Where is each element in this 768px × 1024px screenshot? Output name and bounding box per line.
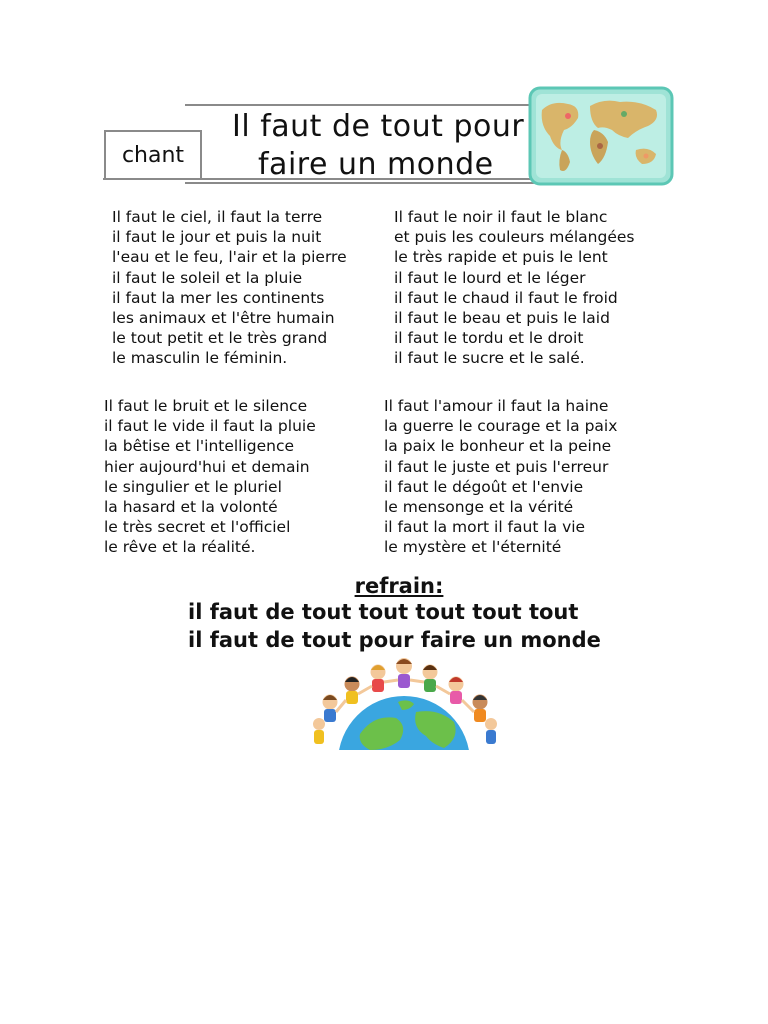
chant-label: chant bbox=[121, 142, 185, 168]
lyric-line: la bêtise et l'intelligence bbox=[104, 437, 295, 456]
lyric-line: il faut le sucre et le salé. bbox=[394, 349, 585, 368]
lyric-line: Il faut l'amour il faut la haine bbox=[384, 397, 609, 415]
lyric-line: les animaux et l'être humain bbox=[112, 308, 335, 327]
lyric-line: le très rapide et puis le lent bbox=[394, 248, 608, 267]
lyric-line: et puis les couleurs mélangées bbox=[394, 228, 635, 247]
lyric-line: il faut le jour et puis la nuit bbox=[112, 228, 322, 247]
lyric-line: il faut la mort il faut la vie bbox=[384, 518, 586, 537]
lyric-line: le rêve et la réalité. bbox=[104, 538, 256, 557]
world-map-icon bbox=[528, 86, 674, 186]
song-title-line-2: faire un monde bbox=[258, 147, 494, 182]
chant-label-box bbox=[104, 130, 202, 180]
stanza-3 bbox=[104, 396, 316, 558]
refrain-line-2: il faut de tout pour faire un monde bbox=[188, 628, 601, 652]
lyric-line: l'eau et le feu, l'air et la pierre bbox=[112, 248, 347, 267]
lyric-line: il faut le beau et puis le laid bbox=[394, 308, 610, 327]
lyric-line: il faut le vide il faut la pluie bbox=[104, 417, 316, 436]
lyric-line: il faut le lourd et le léger bbox=[394, 268, 586, 287]
lyric-line: il faut le chaud il faut le froid bbox=[394, 288, 618, 307]
lyric-line: il faut le tordu et le droit bbox=[394, 329, 584, 348]
refrain-line-1: il faut de tout tout tout tout tout bbox=[188, 600, 579, 624]
lyric-line: Il faut le ciel, il faut la terre bbox=[112, 208, 323, 226]
stanza-1 bbox=[112, 207, 347, 369]
stanza-2 bbox=[394, 207, 634, 369]
lyric-line: le masculin le féminin. bbox=[112, 349, 288, 368]
lyric-line: la guerre le courage et la paix bbox=[384, 417, 618, 436]
lyric-line: il faut le soleil et la pluie bbox=[112, 268, 303, 287]
lyric-line: le mystère et l'éternité bbox=[384, 538, 562, 557]
lyric-line: il faut la mer les continents bbox=[112, 288, 325, 307]
refrain-label: refrain: bbox=[354, 574, 444, 598]
lyric-line: Il faut le bruit et le silence bbox=[104, 397, 308, 415]
stanza-4 bbox=[384, 396, 617, 558]
lyric-line: la paix le bonheur et la peine bbox=[384, 437, 612, 456]
children-globe-icon bbox=[304, 652, 504, 750]
lyric-line: hier aujourd'hui et demain bbox=[104, 457, 310, 476]
lyric-line: Il faut le noir il faut le blanc bbox=[394, 208, 608, 226]
song-title-line-1: Il faut de tout pour bbox=[232, 109, 525, 144]
lyric-line: il faut le dégoût et l'envie bbox=[384, 477, 584, 496]
lyric-line: le très secret et l'officiel bbox=[104, 518, 291, 537]
song-title bbox=[232, 108, 532, 184]
lyric-line: il faut le juste et puis l'erreur bbox=[384, 457, 609, 476]
lyric-line: le mensonge et la vérité bbox=[384, 497, 574, 516]
lyric-line: le singulier et le pluriel bbox=[104, 477, 282, 496]
lyric-line: le tout petit et le très grand bbox=[112, 329, 328, 348]
lyric-line: la hasard et la volonté bbox=[104, 497, 278, 516]
